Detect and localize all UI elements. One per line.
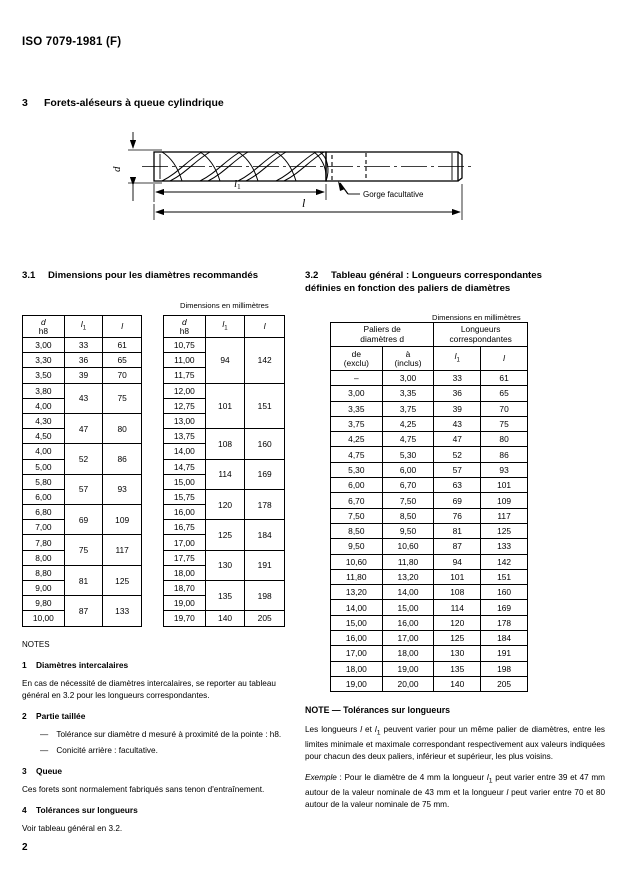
drill-drawing-svg — [92, 128, 582, 238]
cell-diameter: 15,75 — [164, 489, 206, 504]
table-row — [331, 600, 528, 615]
cell-l1: 57 — [434, 462, 481, 477]
section-3-1-number: 3.1 — [22, 270, 36, 281]
recommended-diameters-table-b — [163, 315, 285, 627]
cell-l: 125 — [481, 523, 528, 538]
cell-l: 109 — [481, 493, 528, 508]
cell-de: 9,50 — [331, 539, 383, 554]
cell-diameter: 11,00 — [164, 353, 206, 368]
cell-l: 70 — [103, 368, 142, 383]
cell-l1: 81 — [434, 523, 481, 538]
cell-diameter: 7,80 — [23, 535, 65, 550]
cell-l: 125 — [103, 565, 142, 595]
cell-l1: 33 — [64, 338, 103, 353]
dimensions-caption-right: Dimensions en millimètres — [432, 313, 521, 322]
cell-diameter: 4,00 — [23, 398, 65, 413]
cell-a: 3,75 — [382, 401, 434, 416]
header-group-diameter-steps: Paliers de diamètres d — [331, 323, 434, 347]
header-cell-a: à (inclus) — [382, 347, 434, 371]
header-l1-symbol: $l_1$ — [80, 319, 87, 333]
cell-de: 8,50 — [331, 523, 383, 538]
cell-l: 191 — [481, 646, 528, 661]
table-row — [331, 523, 528, 538]
cell-diameter: 19,00 — [164, 596, 206, 611]
cell-l1: 52 — [434, 447, 481, 462]
cell-l: 184 — [481, 631, 528, 646]
general-lengths-table — [330, 322, 528, 692]
cell-l: 198 — [245, 581, 285, 611]
header-d-symbol: d — [182, 316, 187, 327]
table-row — [331, 478, 528, 493]
header-cell-l1 — [64, 316, 103, 338]
cell-diameter: 5,00 — [23, 459, 65, 474]
table-row — [164, 459, 285, 474]
cell-a: 16,00 — [382, 615, 434, 630]
cell-a: 20,00 — [382, 676, 434, 691]
cell-diameter: 16,75 — [164, 520, 206, 535]
table-row — [331, 661, 528, 676]
table-row — [164, 429, 285, 444]
cell-a: 6,70 — [382, 478, 434, 493]
cell-l: 65 — [481, 386, 528, 401]
note-heading-text: Diamètres intercalaires — [36, 660, 129, 670]
cell-l1: 94 — [205, 338, 245, 384]
cell-l: 191 — [245, 550, 285, 580]
header-cell-de: de (exclu) — [331, 347, 383, 371]
note-index: 1 — [22, 660, 27, 670]
cell-l: 133 — [103, 596, 142, 626]
cell-a: 6,00 — [382, 462, 434, 477]
cell-l1: 94 — [434, 554, 481, 569]
cell-diameter: 9,00 — [23, 581, 65, 596]
table-row — [331, 447, 528, 462]
cell-l1: 69 — [64, 505, 103, 535]
note-body: Ces forets sont normalement fabriqués sans tenon d'entraînement. — [22, 785, 265, 795]
table-row — [23, 413, 142, 428]
cell-l: 160 — [245, 429, 285, 459]
section-3-2-title: Tableau général : Longueurs correspondantes — [331, 270, 542, 281]
note-tolerances-example: Exemple : Pour le diamètre de 4 mm la longueur $l_1$ peut varier entre 39 et 47 mm autour de la valeur nominale de 43 mm et la longueur l peut varier entre 70 et 80 autour de la valeur nominale de 75 mm. — [305, 772, 605, 809]
table-row — [23, 596, 142, 611]
cell-de: 3,75 — [331, 416, 383, 431]
cell-l1: 135 — [205, 581, 245, 611]
table-row — [23, 505, 142, 520]
cell-diameter: 13,00 — [164, 413, 206, 428]
cell-l: 198 — [481, 661, 528, 676]
cell-l1: 81 — [64, 565, 103, 595]
cell-l1: 52 — [64, 444, 103, 474]
cell-l1: 75 — [64, 535, 103, 565]
cell-a: 9,50 — [382, 523, 434, 538]
header-l1-symbol: $l_1$ — [222, 319, 228, 333]
cell-l1: 63 — [434, 478, 481, 493]
cell-a: 19,00 — [382, 661, 434, 676]
cell-l1: 130 — [434, 646, 481, 661]
cell-diameter: 18,00 — [164, 565, 206, 580]
cell-de: 4,25 — [331, 432, 383, 447]
note-index: 4 — [22, 805, 27, 816]
cell-l: 109 — [103, 505, 142, 535]
cell-l: 178 — [245, 489, 285, 519]
header-cell-l — [245, 316, 285, 338]
drill-technical-drawing — [92, 128, 582, 238]
cell-l: 70 — [481, 401, 528, 416]
table-row — [331, 554, 528, 569]
cell-diameter: 3,30 — [23, 353, 65, 368]
cell-de: 6,00 — [331, 478, 383, 493]
table-row — [331, 585, 528, 600]
cell-de: 14,00 — [331, 600, 383, 615]
cell-l1: 120 — [434, 615, 481, 630]
cell-de: 5,30 — [331, 462, 383, 477]
cell-a: 4,25 — [382, 416, 434, 431]
dimension-label-l1: l1 — [234, 178, 241, 191]
cell-l: 160 — [481, 585, 528, 600]
page-number: 2 — [22, 842, 28, 853]
note-tolerances-paragraph: Les longueurs l et $l_1$ peuvent varier pour un même palier de diamètres, entre les limites minimale et maximale correspondant respectivement aux valeurs indiquées pour chacun des deux paliers, inférieur et supérieur, les plus voisins. — [305, 725, 605, 762]
cell-diameter: 17,75 — [164, 550, 206, 565]
cell-l: 169 — [481, 600, 528, 615]
cell-a: 8,50 — [382, 508, 434, 523]
cell-l: 117 — [481, 508, 528, 523]
cell-l1: 39 — [64, 368, 103, 383]
cell-l: 184 — [245, 520, 285, 550]
header-group-diameter-steps-cont: diamètres d — [360, 333, 405, 344]
table-header-group-row — [331, 323, 528, 347]
cell-diameter: 5,80 — [23, 474, 65, 489]
table-row — [23, 368, 142, 383]
table-row — [23, 383, 142, 398]
cell-diameter: 16,00 — [164, 505, 206, 520]
header-l-symbol: l — [503, 353, 506, 364]
cell-a: 18,00 — [382, 646, 434, 661]
cell-l1: 36 — [434, 386, 481, 401]
cell-diameter: 4,50 — [23, 429, 65, 444]
cell-diameter: 3,00 — [23, 338, 65, 353]
cell-diameter: 17,00 — [164, 535, 206, 550]
table-b-body — [164, 338, 285, 627]
cell-diameter: 12,75 — [164, 398, 206, 413]
note-dash-item: — Conicité arrière : facultative. — [40, 746, 158, 756]
cell-l: 61 — [481, 371, 528, 386]
table-row — [331, 508, 528, 523]
note-dash-item: — Tolérance sur diamètre d mesuré à proximité de la pointe : h8. — [40, 729, 282, 739]
notes-title: NOTES — [22, 640, 50, 649]
table-row — [331, 539, 528, 554]
cell-l: 151 — [481, 569, 528, 584]
header-l-symbol: l — [263, 321, 266, 332]
table-row — [164, 550, 285, 565]
cell-a: 7,50 — [382, 493, 434, 508]
cell-l: 93 — [103, 474, 142, 504]
header-cell-l — [481, 347, 528, 371]
cell-l1: 47 — [434, 432, 481, 447]
note-heading-text: Tolérances sur longueurs — [36, 805, 138, 816]
dimensions-caption-left: Dimensions en millimètres — [180, 301, 269, 310]
table-row — [331, 646, 528, 661]
cell-diameter: 18,70 — [164, 581, 206, 596]
cell-l1: 114 — [205, 459, 245, 489]
cell-l: 151 — [245, 383, 285, 429]
note-index: 3 — [22, 766, 27, 777]
notes-left-items — [22, 659, 294, 835]
dimension-label-d: d — [111, 166, 123, 172]
cell-l1: 114 — [434, 600, 481, 615]
cell-l1: 101 — [205, 383, 245, 429]
cell-a: 11,80 — [382, 554, 434, 569]
cell-a: 3,00 — [382, 371, 434, 386]
section-3-2-title-continued: définies en fonction des paliers de diamètres — [305, 282, 511, 294]
note-heading — [22, 710, 294, 723]
clause-3-heading — [22, 97, 224, 109]
table-row — [331, 401, 528, 416]
cell-a: 14,00 — [382, 585, 434, 600]
general-table-body — [331, 371, 528, 692]
cell-l1: 140 — [205, 611, 245, 626]
table-row — [23, 565, 142, 580]
section-3-2-number: 3.2 — [305, 270, 319, 281]
cell-diameter: 10,75 — [164, 338, 206, 353]
cell-l1: 33 — [434, 371, 481, 386]
cell-diameter: 10,00 — [23, 611, 65, 626]
cell-l: 93 — [481, 462, 528, 477]
table-row — [164, 520, 285, 535]
cell-l1: 36 — [64, 353, 103, 368]
document-header: ISO 7079-1981 (F) — [22, 36, 122, 48]
header-l1-symbol: $l_1$ — [454, 351, 460, 365]
note-heading-text: Partie taillée — [36, 711, 86, 722]
table-row — [331, 416, 528, 431]
cell-a: 17,00 — [382, 631, 434, 646]
cell-l: 75 — [481, 416, 528, 431]
table-row — [164, 581, 285, 596]
header-cell-d — [164, 316, 206, 338]
section-3-1-heading — [22, 270, 258, 283]
cell-l: 86 — [103, 444, 142, 474]
note-tolerances-heading: NOTE — Tolérances sur longueurs — [305, 705, 451, 715]
table-header-row — [164, 316, 285, 338]
table-row — [331, 432, 528, 447]
cell-l1: 39 — [434, 401, 481, 416]
cell-de: 16,00 — [331, 631, 383, 646]
cell-l: 65 — [103, 353, 142, 368]
table-a-body — [23, 338, 142, 627]
notes-right-block — [305, 704, 605, 819]
cell-l: 86 — [481, 447, 528, 462]
table-row — [164, 383, 285, 398]
note-heading — [22, 765, 294, 778]
cell-l1: 108 — [205, 429, 245, 459]
header-cell-l1 — [205, 316, 245, 338]
cell-l: 80 — [103, 413, 142, 443]
cell-l: 75 — [103, 383, 142, 413]
section-3-1-title: Dimensions pour les diamètres recommandés — [48, 270, 259, 281]
cell-l1: 43 — [64, 383, 103, 413]
header-cell-l1 — [434, 347, 481, 371]
table-header-row — [23, 316, 142, 338]
cell-l: 142 — [481, 554, 528, 569]
cell-diameter: 8,00 — [23, 550, 65, 565]
cell-a: 3,35 — [382, 386, 434, 401]
cell-diameter: 12,00 — [164, 383, 206, 398]
cell-diameter: 3,50 — [23, 368, 65, 383]
cell-l1: 125 — [434, 631, 481, 646]
cell-l1: 87 — [434, 539, 481, 554]
clause-3-title: Forets-aléseurs à queue cylindrique — [44, 97, 224, 109]
table-row — [331, 676, 528, 691]
cell-a: 15,00 — [382, 600, 434, 615]
section-3-2-heading — [305, 270, 605, 296]
note-body: Voir tableau général en 3.2. — [22, 823, 123, 833]
table-row — [23, 338, 142, 353]
cell-l: 205 — [481, 676, 528, 691]
cell-l1: 69 — [434, 493, 481, 508]
cell-diameter: 3,80 — [23, 383, 65, 398]
note-body: En cas de nécessité de diamètres intercalaires, se reporter au tableau général en 3.2 pour les longueurs correspondantes. — [22, 678, 276, 700]
table-row — [164, 338, 285, 353]
cell-l1: 108 — [434, 585, 481, 600]
cell-de: 19,00 — [331, 676, 383, 691]
cell-l1: 57 — [64, 474, 103, 504]
table-row — [23, 474, 142, 489]
header-l-symbol: l — [121, 321, 124, 332]
table-row — [164, 611, 285, 626]
cell-diameter: 6,00 — [23, 489, 65, 504]
table-row — [331, 493, 528, 508]
cell-l1: 140 — [434, 676, 481, 691]
header-d-symbol: d — [41, 316, 46, 327]
note-heading-text: Queue — [36, 766, 63, 777]
cell-l1: 135 — [434, 661, 481, 676]
table-row — [331, 371, 528, 386]
cell-diameter: 19,70 — [164, 611, 206, 626]
header-h8: h8 — [179, 325, 190, 336]
cell-diameter: 15,00 — [164, 474, 206, 489]
cell-diameter: 8,80 — [23, 565, 65, 580]
note-index: 2 — [22, 711, 27, 722]
cell-l1: 120 — [205, 489, 245, 519]
cell-l1: 130 — [205, 550, 245, 580]
cell-l1: 101 — [434, 569, 481, 584]
cell-l1: 43 — [434, 416, 481, 431]
table-row — [23, 444, 142, 459]
cell-diameter: 4,00 — [23, 444, 65, 459]
cell-l: 133 — [481, 539, 528, 554]
clause-3-number: 3 — [22, 97, 28, 109]
cell-diameter: 9,80 — [23, 596, 65, 611]
groove-callout-label: Gorge facultative — [363, 190, 424, 199]
cell-de: 13,20 — [331, 585, 383, 600]
cell-l: 142 — [245, 338, 285, 384]
table-header-sub-row — [331, 347, 528, 371]
cell-de: 6,70 — [331, 493, 383, 508]
notes-left-block — [22, 639, 294, 841]
cell-de: 18,00 — [331, 661, 383, 676]
cell-l: 61 — [103, 338, 142, 353]
cell-a: 5,30 — [382, 447, 434, 462]
table-row — [331, 386, 528, 401]
cell-diameter: 11,75 — [164, 368, 206, 383]
cell-l1: 47 — [64, 413, 103, 443]
cell-de: 17,00 — [331, 646, 383, 661]
table-row — [331, 615, 528, 630]
cell-de: 7,50 — [331, 508, 383, 523]
cell-diameter: 4,30 — [23, 413, 65, 428]
cell-l: 101 — [481, 478, 528, 493]
cell-de: 3,00 — [331, 386, 383, 401]
cell-l: 117 — [103, 535, 142, 565]
table-row — [331, 569, 528, 584]
cell-l: 205 — [245, 611, 285, 626]
header-cell-d — [23, 316, 65, 338]
table-row — [23, 353, 142, 368]
cell-diameter: 7,00 — [23, 520, 65, 535]
cell-de: 15,00 — [331, 615, 383, 630]
cell-l: 178 — [481, 615, 528, 630]
note-heading — [22, 804, 294, 817]
table-row — [164, 489, 285, 504]
cell-l1: 76 — [434, 508, 481, 523]
table-row — [23, 535, 142, 550]
header-h8: h8 — [38, 325, 49, 336]
cell-de: 3,35 — [331, 401, 383, 416]
cell-de: 4,75 — [331, 447, 383, 462]
note-heading — [22, 659, 294, 672]
cell-de: 11,80 — [331, 569, 383, 584]
cell-l: 80 — [481, 432, 528, 447]
dimension-label-l: l — [302, 196, 306, 210]
cell-l1: 87 — [64, 596, 103, 626]
cell-a: 13,20 — [382, 569, 434, 584]
cell-de: 10,60 — [331, 554, 383, 569]
cell-a: 4,75 — [382, 432, 434, 447]
cell-de: – — [331, 371, 383, 386]
table-row — [331, 462, 528, 477]
recommended-diameters-table-a — [22, 315, 142, 627]
cell-diameter: 14,75 — [164, 459, 206, 474]
cell-a: 10,60 — [382, 539, 434, 554]
cell-diameter: 6,80 — [23, 505, 65, 520]
cell-diameter: 13,75 — [164, 429, 206, 444]
header-cell-l — [103, 316, 142, 338]
cell-l1: 125 — [205, 520, 245, 550]
table-row — [331, 631, 528, 646]
cell-l: 169 — [245, 459, 285, 489]
header-group-lengths: Longueurs correspondantes — [434, 323, 528, 347]
cell-diameter: 14,00 — [164, 444, 206, 459]
